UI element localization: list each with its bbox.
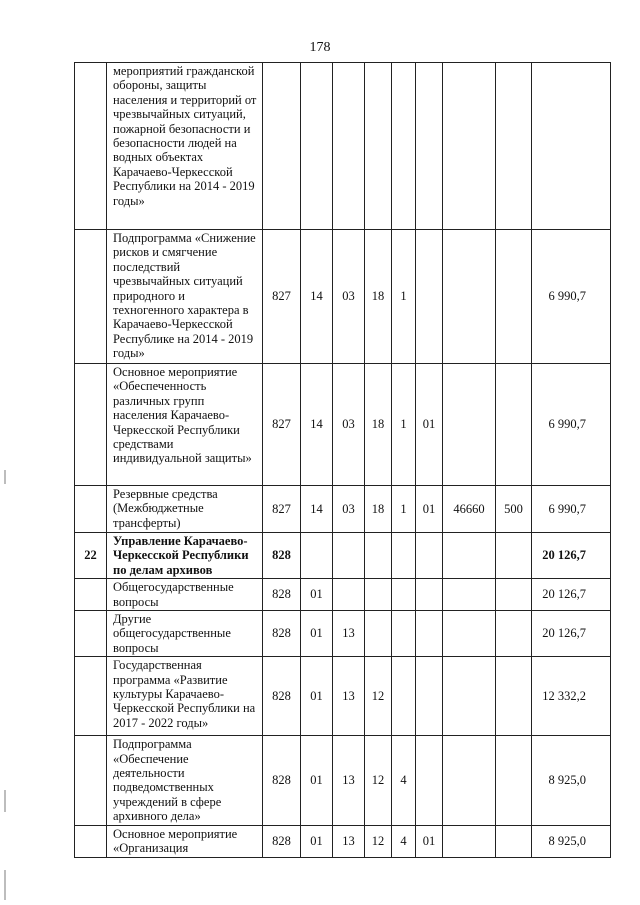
program-code-cell: 18: [365, 364, 392, 486]
program-code-cell: 12: [365, 657, 392, 736]
table-row: [75, 657, 611, 736]
expense-direction-cell: [443, 533, 496, 579]
expense-direction-cell: [443, 611, 496, 657]
item-name-cell: Другие общегосударственные вопросы: [107, 611, 263, 657]
page-number: 178: [309, 40, 331, 55]
main-event-code-cell: [416, 230, 443, 364]
ministry-code-cell: 828: [263, 657, 301, 736]
subprogram-code-cell: 4: [392, 825, 416, 857]
main-event-code-cell: 01: [416, 825, 443, 857]
expense-direction-cell: [443, 63, 496, 230]
subsection-code-cell: 13: [333, 736, 365, 825]
main-event-code-cell: [416, 657, 443, 736]
item-name-cell: Резервные средства (Межбюджетные трансферты): [107, 486, 263, 533]
row-number-cell: [75, 364, 107, 486]
item-name-cell: Государственная программа «Развитие культуры Карачаево-Черкесской Республики на 2017 - 2022 годы»: [107, 657, 263, 736]
row-number-cell: [75, 63, 107, 230]
item-name-cell: Подпрограмма «Снижение рисков и смягчение последствий чрезвычайных ситуаций природного и техногенного характера в Карачаево-Черкесской Республике на 2014 - 2019 годы»: [107, 230, 263, 364]
section-code-cell: [301, 533, 333, 579]
expense-type-cell: [496, 825, 532, 857]
row-number-cell: [75, 611, 107, 657]
table-row: [75, 486, 611, 533]
subsection-code-cell: 13: [333, 825, 365, 857]
subsection-code-cell: 13: [333, 657, 365, 736]
subprogram-code-cell: [392, 657, 416, 736]
table-row: [75, 736, 611, 825]
expense-type-cell: 500: [496, 486, 532, 533]
subprogram-code-cell: 1: [392, 486, 416, 533]
budget-table-body: [75, 63, 611, 858]
subsection-code-cell: 13: [333, 611, 365, 657]
section-code-cell: 01: [301, 825, 333, 857]
budget-table: [74, 62, 611, 858]
section-code-cell: 01: [301, 579, 333, 611]
section-code-cell: 14: [301, 364, 333, 486]
subsection-code-cell: [333, 533, 365, 579]
amount-cell: [532, 63, 611, 230]
program-code-cell: 12: [365, 825, 392, 857]
subprogram-code-cell: 4: [392, 736, 416, 825]
table-row: [75, 533, 611, 579]
table-row: [75, 611, 611, 657]
row-number-cell: [75, 230, 107, 364]
main-event-code-cell: [416, 579, 443, 611]
expense-type-cell: [496, 611, 532, 657]
item-name-cell: Основное мероприятие «Организация: [107, 825, 263, 857]
ministry-code-cell: 828: [263, 825, 301, 857]
table-row: [75, 364, 611, 486]
program-code-cell: 18: [365, 486, 392, 533]
scan-mark: [4, 870, 6, 900]
expense-type-cell: [496, 579, 532, 611]
amount-cell: 6 990,7: [532, 364, 611, 486]
row-number-cell: 22: [75, 533, 107, 579]
section-code-cell: 01: [301, 611, 333, 657]
row-number-cell: [75, 825, 107, 857]
expense-direction-cell: [443, 736, 496, 825]
main-event-code-cell: [416, 736, 443, 825]
expense-direction-cell: [443, 579, 496, 611]
main-event-code-cell: 01: [416, 364, 443, 486]
expense-direction-cell: [443, 657, 496, 736]
scan-mark: [4, 790, 6, 812]
amount-cell: 20 126,7: [532, 533, 611, 579]
main-event-code-cell: [416, 63, 443, 230]
ministry-code-cell: 828: [263, 579, 301, 611]
subprogram-code-cell: 1: [392, 230, 416, 364]
subsection-code-cell: 03: [333, 486, 365, 533]
section-code-cell: 14: [301, 486, 333, 533]
expense-type-cell: [496, 364, 532, 486]
section-code-cell: 01: [301, 657, 333, 736]
subsection-code-cell: 03: [333, 230, 365, 364]
table-row: [75, 230, 611, 364]
program-code-cell: [365, 611, 392, 657]
amount-cell: 6 990,7: [532, 230, 611, 364]
section-code-cell: 01: [301, 736, 333, 825]
subprogram-code-cell: [392, 611, 416, 657]
amount-cell: 8 925,0: [532, 825, 611, 857]
expense-direction-cell: [443, 364, 496, 486]
table-row: [75, 579, 611, 611]
table-row: [75, 63, 611, 230]
amount-cell: 12 332,2: [532, 657, 611, 736]
ministry-code-cell: 828: [263, 533, 301, 579]
ministry-code-cell: 827: [263, 364, 301, 486]
subprogram-code-cell: [392, 533, 416, 579]
subsection-code-cell: 03: [333, 364, 365, 486]
amount-cell: 20 126,7: [532, 611, 611, 657]
subsection-code-cell: [333, 63, 365, 230]
expense-type-cell: [496, 657, 532, 736]
item-name-cell: Основное мероприятие «Обеспеченность различных групп населения Карачаево-Черкесской Республики средствами индивидуальной защиты»: [107, 364, 263, 486]
subprogram-code-cell: [392, 579, 416, 611]
expense-type-cell: [496, 736, 532, 825]
program-code-cell: [365, 63, 392, 230]
item-name-cell: мероприятий гражданской обороны, защиты населения и территорий от чрезвычайных ситуаций, пожарной безопасности и безопасности людей на водных объектах Карачаево-Черкесской Республики на 2014 - 2019 годы»: [107, 63, 263, 230]
row-number-cell: [75, 736, 107, 825]
program-code-cell: [365, 579, 392, 611]
amount-cell: 20 126,7: [532, 579, 611, 611]
scan-mark: [4, 470, 6, 484]
program-code-cell: 18: [365, 230, 392, 364]
ministry-code-cell: 827: [263, 486, 301, 533]
expense-type-cell: [496, 230, 532, 364]
subprogram-code-cell: [392, 63, 416, 230]
item-name-cell: Управление Карачаево-Черкесской Республики по делам архивов: [107, 533, 263, 579]
amount-cell: 6 990,7: [532, 486, 611, 533]
row-number-cell: [75, 486, 107, 533]
main-event-code-cell: [416, 533, 443, 579]
expense-direction-cell: [443, 825, 496, 857]
program-code-cell: 12: [365, 736, 392, 825]
row-number-cell: [75, 657, 107, 736]
main-event-code-cell: 01: [416, 486, 443, 533]
item-name-cell: Общегосударственные вопросы: [107, 579, 263, 611]
program-code-cell: [365, 533, 392, 579]
main-event-code-cell: [416, 611, 443, 657]
ministry-code-cell: [263, 63, 301, 230]
ministry-code-cell: 828: [263, 736, 301, 825]
row-number-cell: [75, 579, 107, 611]
table-row: [75, 825, 611, 857]
ministry-code-cell: 828: [263, 611, 301, 657]
item-name-cell: Подпрограмма «Обеспечение деятельности подведомственных учреждений в сфере архивного дела»: [107, 736, 263, 825]
section-code-cell: 14: [301, 230, 333, 364]
expense-type-cell: [496, 63, 532, 230]
expense-direction-cell: 46660: [443, 486, 496, 533]
subsection-code-cell: [333, 579, 365, 611]
expense-type-cell: [496, 533, 532, 579]
section-code-cell: [301, 63, 333, 230]
subprogram-code-cell: 1: [392, 364, 416, 486]
amount-cell: 8 925,0: [532, 736, 611, 825]
expense-direction-cell: [443, 230, 496, 364]
ministry-code-cell: 827: [263, 230, 301, 364]
